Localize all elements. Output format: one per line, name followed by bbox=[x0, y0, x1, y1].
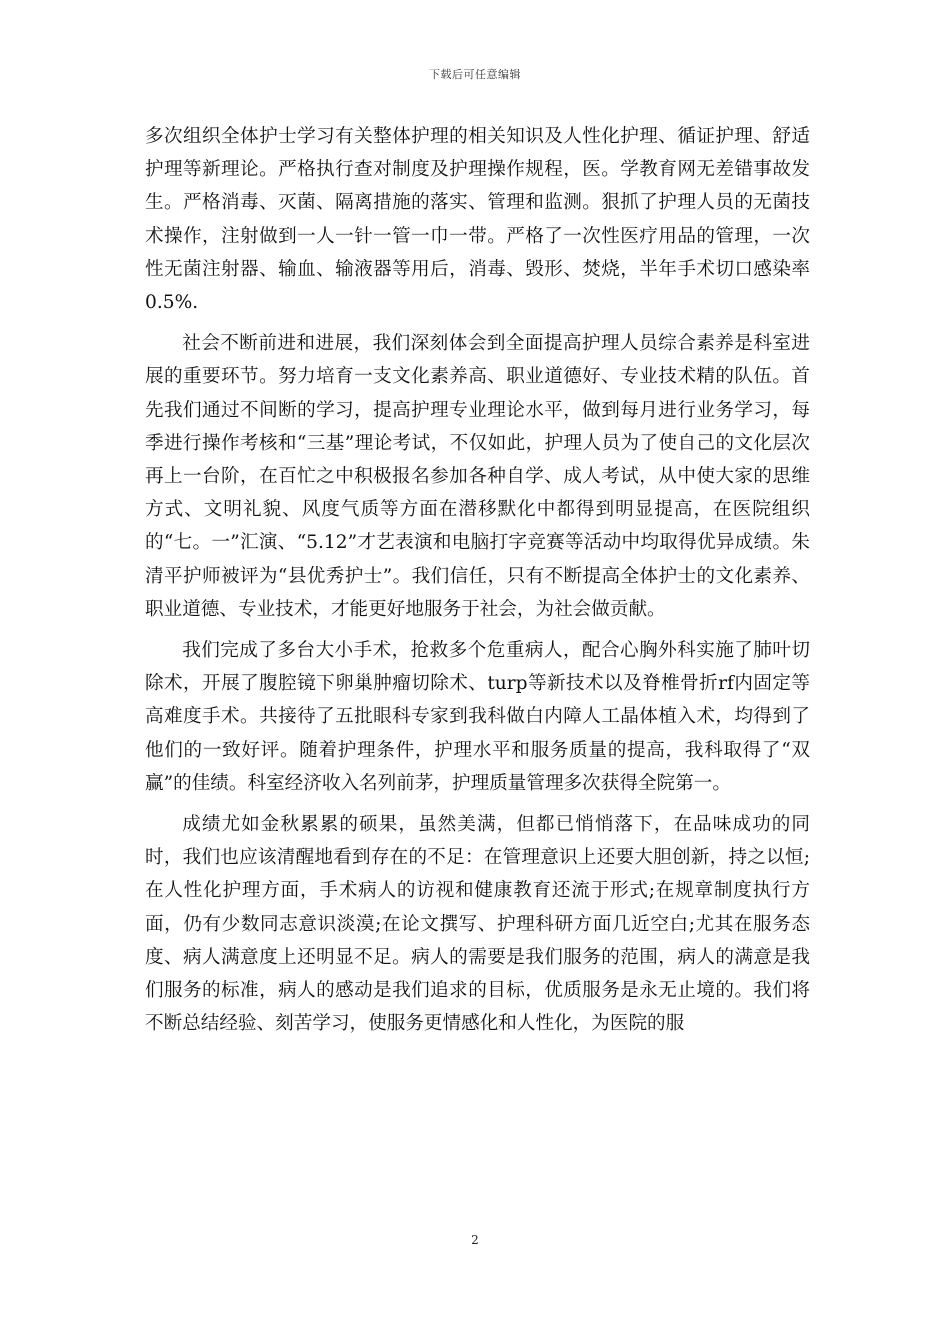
paragraph-2: 社会不断前进和进展，我们深刻体会到全面提高护理人员综合素养是科室进展的重要环节。努力培育一支文化素养高、职业道德好、专业技术精的队伍。首先我们通过不间断的学习，提高护理专业理论水平，做到每月进行业务学习，每季进行操作考核和“三基”理论考试，不仅如此，护理人员为了使自己的文化层次再上一台阶，在百忙之中积极报名参加各种自学、成人考试，从中使大家的思维方式、文明礼貌、风度气质等方面在潜移默化中都得到明显提高，在医院组织的“七。一”汇演、“5.12”才艺表演和电脑打字竞赛等活动中均取得优异成绩。朱清平护师被评为“县优秀护士”。我们信任，只有不断提高全体护士的文化素养、职业道德、专业技术，才能更好地服务于社会，为社会做贡献。 bbox=[145, 333, 810, 620]
page-header: 下载后可任意编辑 bbox=[429, 68, 521, 81]
document-body bbox=[145, 120, 810, 1048]
paragraph-1: 多次组织全体护士学习有关整体护理的相关知识及人性化护理、循证护理、舒适护理等新理论。严格执行查对制度及护理操作规程，医。学教育网无差错事故发生。严格消毒、灭菌、隔离措施的落实、管理和监测。狠抓了护理人员的无菌技术操作，注射做到一人一针一管一巾一带。严格了一次性医疗用品的管理，一次性无菌注射器、输血、输液器等用后，消毒、毁形、焚烧，半年手术切口感染率0.5%. bbox=[145, 126, 810, 314]
page-number: 2 bbox=[471, 1233, 479, 1247]
paragraph-3: 我们完成了多台大小手术，抢救多个危重病人，配合心胸外科实施了肺叶切除术，开展了腹腔镜下卵巢肿瘤切除术、turp等新技术以及脊椎骨折rf内固定等高难度手术。共接待了五批眼科专家到我科做白内障人工晶体植入术，均得到了他们的一致好评。随着护理条件，护理水平和服务质量的提高，我科取得了“双赢”的佳绩。科室经济收入名列前茅，护理质量管理多次获得全院第一。 bbox=[145, 640, 810, 794]
paragraph-4: 成绩尤如金秋累累的硕果，虽然美满，但都已悄悄落下，在品味成功的同时，我们也应该清醒地看到存在的不足：在管理意识上还要大胆创新，持之以恒;在人性化护理方面，手术病人的访视和健康教育还流于形式;在规章制度执行方面，仍有少数同志意识淡漠;在论文撰写、护理科研方面几近空白;尤其在服务态度、病人满意度上还明显不足。病人的需要是我们服务的范围，病人的满意是我们服务的标准，病人的感动是我们追求的目标，优质服务是永无止境的。我们将不断总结经验、刻苦学习，使服务更情感化和人性化，为医院的服 bbox=[145, 814, 810, 1035]
